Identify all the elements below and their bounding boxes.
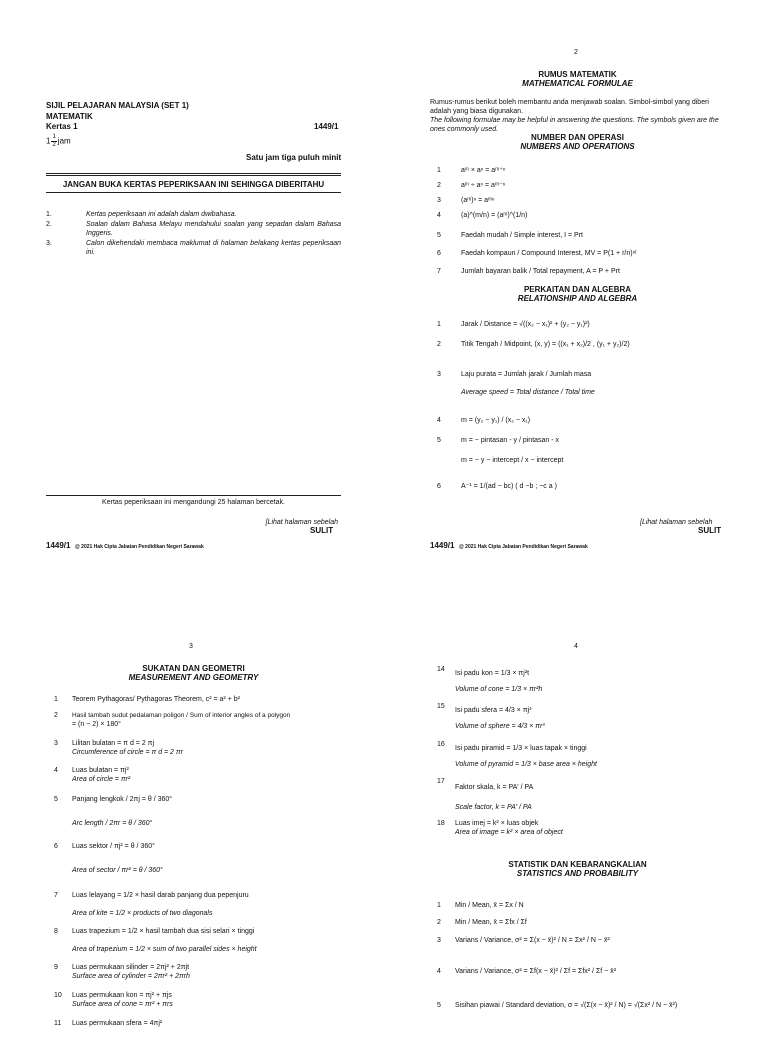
instruction-item: 1. Kertas peperiksaan ini adalah dalam dwibahasa. [46,211,237,218]
exam-title: SIJIL PELAJARAN MALAYSIA (SET 1) [46,101,189,110]
formula-item: 18 Luas imej = k² × luas objek Area of image = k² × area of object [437,820,563,836]
sulit-label: SULIT [310,526,334,535]
instruction-item: 2. Soalan dalam Bahasa Melayu mendahului soalan yang sepadan dalam Bahasa Inggeris. [46,221,341,237]
subsection-heading-ms: NUMBER DAN OPERASI [531,133,624,142]
instruction-list [46,210,341,257]
duration-text: Satu jam tiga puluh minit [246,153,342,162]
formula-item: 3 Laju purata = Jumlah jarak / Jumlah masa [437,371,592,378]
section-heading-ms: SUKATAN DAN GEOMETRI [142,664,245,673]
formula-item: 6 A⁻¹ = 1/(ad − bc) ( d −b ; −c a ) [437,483,557,490]
formula-item: 17 Faktor skala, k = PA′ / PA Scale factor, k = PA′ / PA [437,778,534,811]
formula-list-geometry [54,695,354,1031]
next-page-note: [Lihat halaman sebelah [640,519,713,526]
formula-item: 5 m = − pintasan - y / pintasan - x [437,437,560,444]
formula-item: 10 Luas permukaan kon = πj² + πjs Surface area of cone = πr² + πrs [54,992,173,1008]
paper-label: Kertas 1 [46,122,78,131]
formula-item: 2 Min / Mean, x̄ = Σfx / Σf [437,919,527,926]
formula-item: 5 Faedah mudah / Simple interest, I = Prt [437,232,583,239]
page-number: 4 [574,643,578,650]
formula-item: 4 Varians / Variance, σ² = Σf(x − x̄)² / Σf = Σfx² / Σf − x̄² [437,968,617,975]
section-heading-ms: STATISTIK DAN KEBARANGKALIAN [508,860,647,869]
formula-item: 3 (aᵐ)ⁿ = aᵐⁿ [437,197,495,204]
formula-item: 2 aᵐ ÷ aⁿ = aᵐ⁻ⁿ [437,182,506,189]
pages-note: Kertas peperiksaan ini mengandungi 25 halaman bercetak. [102,499,285,506]
formula-item: 6 Faedah kompaun / Compound Interest, MV = P(1 + r/n)ⁿᵗ [437,250,637,257]
formula-item: 7 Jumlah bayaran balik / Total repayment, A = P + Prt [437,268,620,275]
paper-code: 1449/1 [314,122,339,131]
page-number: 2 [574,49,578,56]
formula-item: 5 Sisihan piawai / Standard deviation, σ = √(Σ(x − x̄)² / N) = √(Σx² / N − x̄²) [437,1002,678,1009]
formula-item: 2 Hasil tambah sudut pedalaman poligon / Sum of interior angles of a polygon = (n − 2) × 180° [54,712,291,728]
formula-item: 1 aᵐ × aⁿ = aᵐ⁺ⁿ [437,167,506,174]
formula-item: Average speed = Total distance / Total time [461,389,595,396]
formula-item: 2 Titik Tengah / Midpoint, (x, y) = ((x₁ + x₂)/2 , (y₁ + y₂)/2) [437,341,630,348]
formula-item: m = − y − intercept / x − intercept [461,457,564,464]
formula-item: 6 Luas sektor / πj² = θ / 360° Area of sector / πr² = θ / 360° [54,843,163,874]
formula-item: 11 Luas permukaan sfera = 4πj² [54,1020,163,1027]
section-heading-en: MATHEMATICAL FORMULAE [522,79,633,88]
time-allowed: 1 $\frac{1}{2}$ jam [46,134,71,148]
formula-item: 5 Panjang lengkok / 2πj = θ / 360° Arc length / 2πr = θ / 360° [54,796,173,827]
formula-item: 3 Varians / Variance, σ² = Σ(x − x̄)² / N = Σx² / N − x̄² [437,937,610,944]
section-heading-ms: RUMUS MATEMATIK [538,70,617,79]
subsection-heading-en: RELATIONSHIP AND ALGEBRA [517,294,638,303]
formula-item: 3 Lilitan bulatan = π d = 2 πj Circumference of circle = π d = 2 πr [54,740,183,756]
formula-item: 4 (a)^(m/n) = (aᵐ)^(1/n) [437,212,528,219]
subsection-heading-en: NUMBERS AND OPERATIONS [520,142,635,151]
formula-item: 4 Luas bulatan = πj² Area of circle = πr² [54,767,131,783]
section-heading-en: STATISTICS AND PROBABILITY [516,869,639,878]
sulit-label: SULIT [698,526,722,535]
page-2-footer: 1449/1 @ 2021 Hak Cipta Jabatan Pendidikan Negeri Sarawak [430,541,588,550]
formula-item: 7 Luas lelayang = 1/2 × hasil darab panjang dua pepenjuru Area of kite = 1/2 × products of two diagonals [54,892,249,917]
page-number: 3 [189,643,193,650]
warning-text: JANGAN BUKA KERTAS PEPERIKSAAN INI SEHINGGA DIBERITAHU [62,180,325,189]
formula-list-volume [437,665,737,839]
formula-item: 15 Isi padu sfera = 4/3 × πj³ Volume of sphere = 4/3 × πr³ [437,703,545,730]
formula-item: 14 Isi padu kon = 1/3 × πj²t Volume of cone = 1/3 × πr²h [437,666,543,693]
formula-item: 1 Min / Mean, x̄ = Σx / N [437,902,524,909]
page-1-footer: 1449/1 @ 2021 Hak Cipta Jabatan Pendidikan Negeri Sarawak [46,541,204,550]
formula-item: 4 m = (y₂ − y₁) / (x₂ − x₁) [437,417,531,424]
intro-en: The following formulae may be helpful in answering the questions. The symbols given are the ones commonly used. [430,117,719,133]
formula-list-numbers [437,166,637,282]
next-page-note: [Lihat halaman sebelah [265,519,338,526]
formula-list-statistics [437,898,677,1017]
page-1-cover [0,0,384,526]
formula-list-algebra [437,320,630,498]
formula-item: 1 Jarak / Distance = √((x₂ − x₁)² + (y₂ − y₁)²) [437,321,590,328]
formula-item: 9 Luas permukaan silinder = 2πj² + 2πjt Surface area of cylinder = 2πr² + 2πrh [54,964,190,980]
formula-item: 1 Teorem Pythagoras/ Pythagoras Theorem, c² = a² + b² [54,696,240,703]
formula-item: 16 Isi padu piramid = 1/3 × luas tapak × tinggi Volume of pyramid = 1/3 × base area × height [437,741,597,768]
instruction-item: 3. Calon dikehendaki membaca maklumat di halaman belakang kertas peperiksaan ini. [46,240,341,256]
subsection-heading-ms: PERKAITAN DAN ALGEBRA [523,285,632,294]
section-heading-en: MEASUREMENT AND GEOMETRY [128,673,259,682]
formula-item: 8 Luas trapezium = 1/2 × hasil tambah dua sisi selari × tinggi Area of trapezium = 1/2 × sum of two parallel sides × height [54,928,257,953]
intro-ms: Rumus-rumus berikut boleh membantu anda menjawab soalan. Simbol-simbol yang diberi adalah yang biasa digunakan. [430,99,709,115]
subject-name: MATEMATIK [46,112,93,121]
